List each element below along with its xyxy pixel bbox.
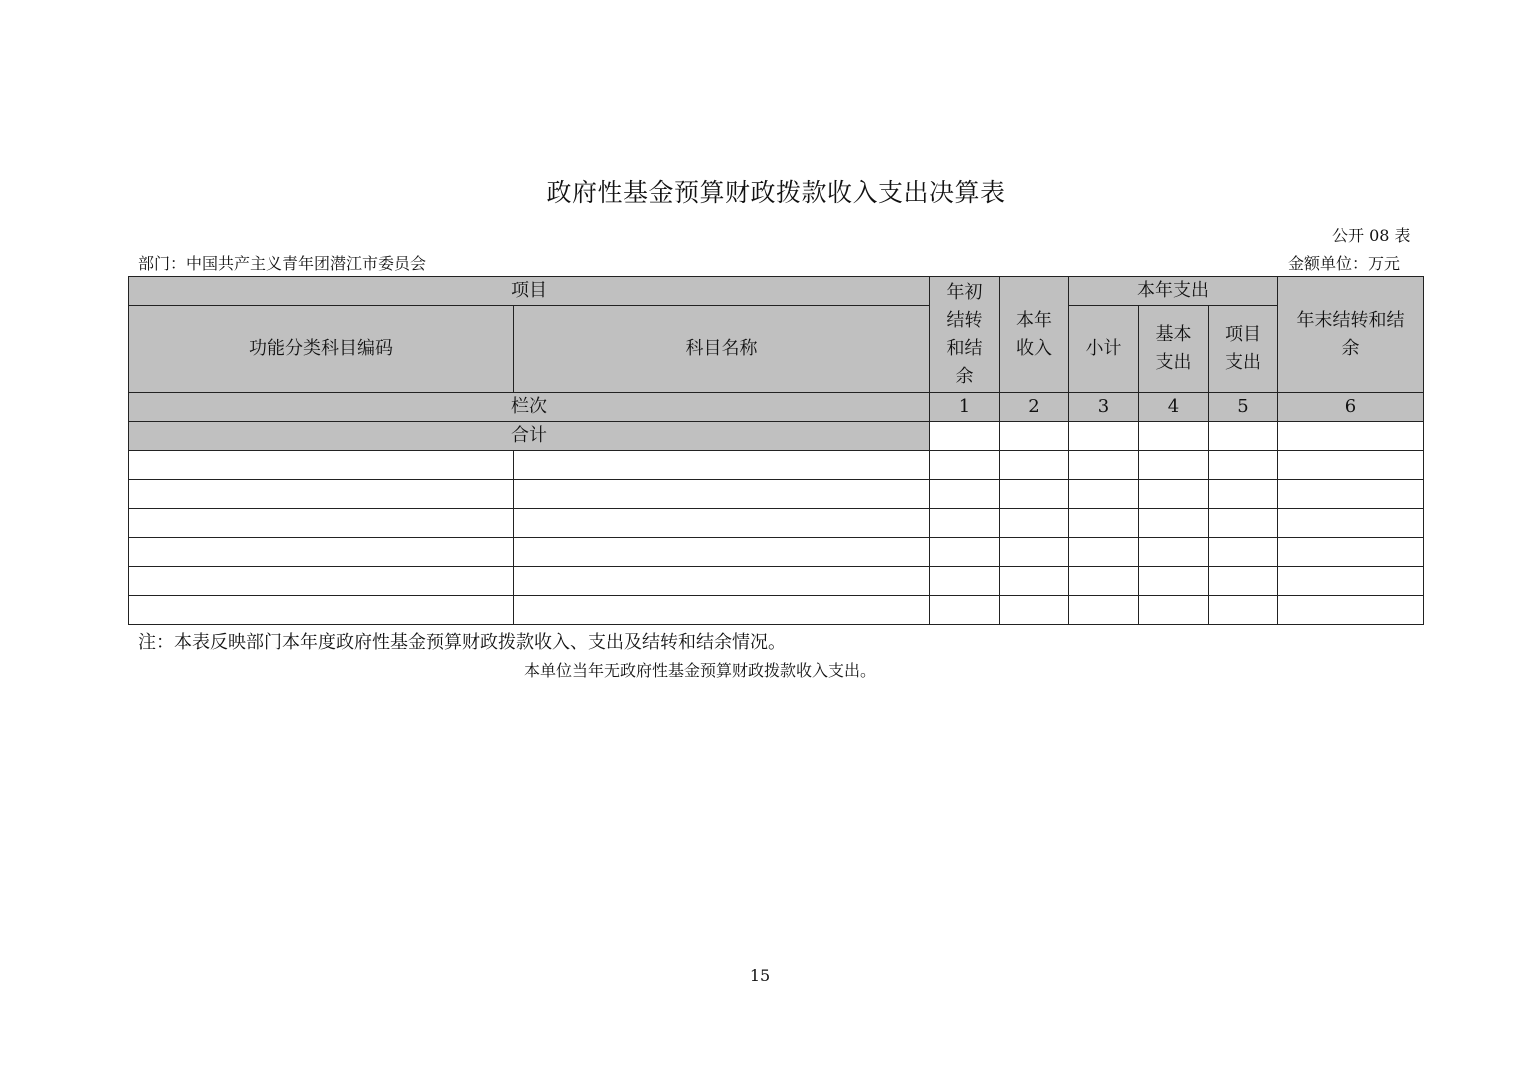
amount-unit-label: 金额单位：万元 [1288,254,1401,273]
header-income-text: 本年收入 [1016,309,1052,359]
header-expense: 本年支出 [1069,277,1278,306]
table-row [129,480,1424,509]
header-end-balance-text: 年末结转和结余 [1296,309,1405,359]
table-cell [514,596,930,625]
header-basic [1139,306,1209,393]
table-cell [1139,509,1209,538]
table-row [129,538,1424,567]
table-cell [1209,509,1278,538]
total-label: 合计 [129,422,930,451]
table-cell [514,538,930,567]
table-cell [1209,567,1278,596]
table-row [129,567,1424,596]
table-cell [1139,480,1209,509]
table-cell [514,480,930,509]
table-cell [129,596,514,625]
table-cell [1000,567,1069,596]
table-cell [1139,596,1209,625]
table-cell [1209,596,1278,625]
table-cell [930,596,1000,625]
table-cell [1000,596,1069,625]
table-row [129,509,1424,538]
page-title: 政府性基金预算财政拨款收入支出决算表 [546,178,1006,207]
column-number-6: 6 [1278,393,1424,422]
table-cell [129,509,514,538]
table-cell [1069,567,1139,596]
table-cell [930,567,1000,596]
table-cell [129,480,514,509]
table-cell [1069,451,1139,480]
header-project [1209,306,1278,393]
table-cell [129,567,514,596]
total-cell [1139,422,1209,451]
table-body [129,451,1424,625]
table-cell [930,451,1000,480]
table-cell [1278,596,1424,625]
table-cell [1209,538,1278,567]
header-end-balance [1278,277,1424,393]
table-note: 注：本表反映部门本年度政府性基金预算财政拨款收入、支出及结转和结余情况。 [138,632,786,653]
table-cell [930,480,1000,509]
table-cell [1278,567,1424,596]
table-row [129,451,1424,480]
header-begin-balance-text: 年初结转和结余 [946,281,983,387]
table-cell [1278,451,1424,480]
table-cell [1069,509,1139,538]
table-cell [129,538,514,567]
table-cell [514,509,930,538]
table-cell [1139,451,1209,480]
column-number-1: 1 [930,393,1000,422]
budget-table [128,276,1424,625]
table-cell [514,567,930,596]
total-cell [1069,422,1139,451]
table-cell [1069,596,1139,625]
table-cell [930,538,1000,567]
total-cell [1209,422,1278,451]
no-data-note: 本单位当年无政府性基金预算财政拨款收入支出。 [524,661,877,680]
table-cell [514,451,930,480]
header-project-text: 项目支出 [1225,324,1261,373]
table-cell [1209,480,1278,509]
table-cell [1139,567,1209,596]
form-number: 公开 08 表 [1332,226,1411,245]
total-cell [1000,422,1069,451]
table-cell [1000,480,1069,509]
table-cell [1139,538,1209,567]
column-number-4: 4 [1139,393,1209,422]
column-number-3: 3 [1069,393,1139,422]
table-cell [1000,538,1069,567]
header-subtotal: 小计 [1069,306,1139,393]
header-basic-text: 基本支出 [1155,324,1192,373]
table-cell [1209,451,1278,480]
header-name: 科目名称 [514,306,930,393]
table-cell [1278,509,1424,538]
department-label: 部门：中国共产主义青年团潜江市委员会 [138,254,427,273]
table-cell [1278,538,1424,567]
header-begin-balance [930,277,1000,393]
page-number: 15 [749,966,771,985]
table-cell [129,451,514,480]
header-income [1000,277,1069,393]
table-cell [1000,451,1069,480]
table-cell [1069,480,1139,509]
header-item: 项目 [129,277,930,306]
total-cell [1278,422,1424,451]
table-row [129,596,1424,625]
table-cell [1278,480,1424,509]
header-code: 功能分类科目编码 [129,306,514,393]
column-label: 栏次 [129,393,930,422]
total-cell [930,422,1000,451]
table-cell [1000,509,1069,538]
table-cell [930,509,1000,538]
column-number-5: 5 [1209,393,1278,422]
table-cell [1069,538,1139,567]
column-number-2: 2 [1000,393,1069,422]
